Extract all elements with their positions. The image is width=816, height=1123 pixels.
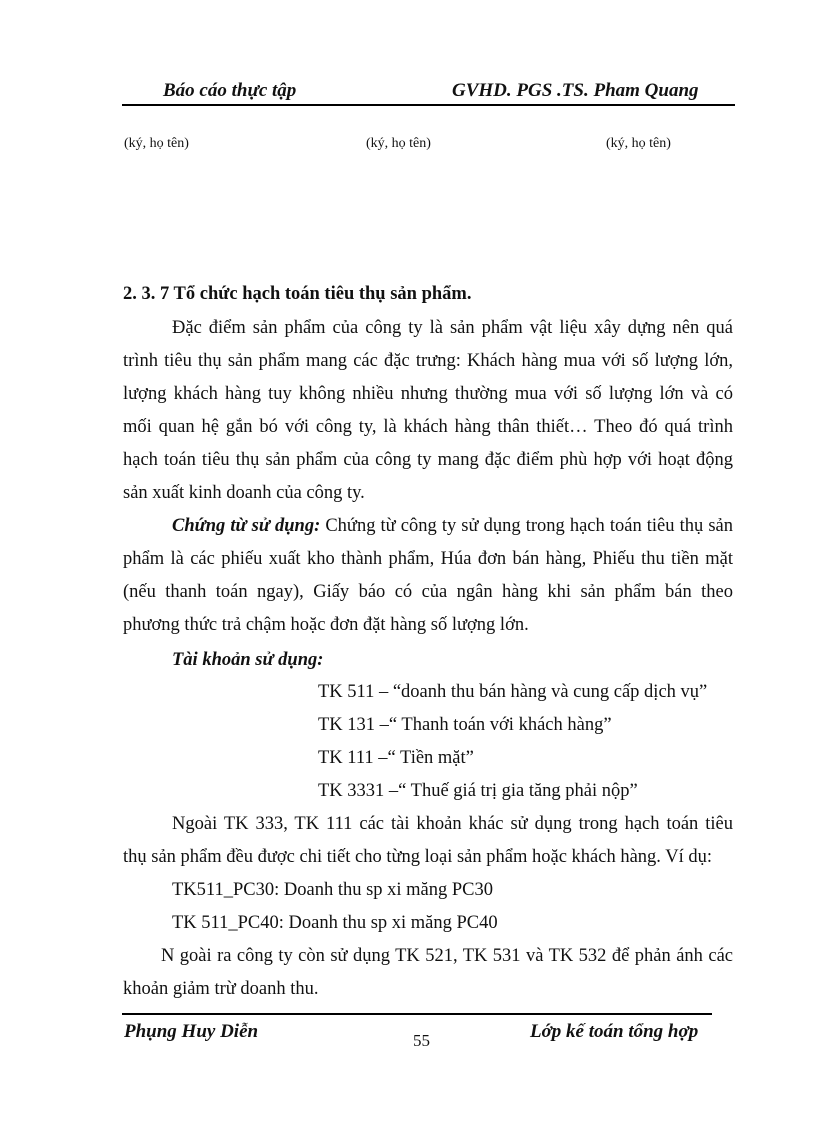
footer-left: Phụng Huy Diễn	[124, 1021, 259, 1042]
account-item: TK 111 –“ Tiền mặt”	[318, 748, 474, 768]
account-item: TK 3331 –“ Thuế giá trị gia tăng phải nộp”	[318, 781, 638, 801]
section-title: 2. 3. 7 Tổ chức hạch toán tiêu thụ sản phẩm.	[123, 284, 472, 304]
para1-line: hạch toán tiêu thụ sản phẩm của công ty mang đặc điểm phù hợp với hoạt động	[123, 450, 733, 470]
account-item: TK 131 –“ Thanh toán với khách hàng”	[318, 715, 612, 735]
para2-line: phương thức trả chậm hoặc đơn đặt hàng số lượng lớn.	[123, 615, 529, 635]
para1-line: Đặc điểm sản phẩm của công ty là sản phẩm vật liệu xây dựng nên quá	[172, 318, 733, 338]
accounts-label: Tài khoản sử dụng:	[172, 650, 324, 670]
header-left: Báo cáo thực tập	[163, 80, 297, 101]
para2-first-line	[172, 516, 733, 537]
example-item: TK 511_PC40: Doanh thu sp xi măng PC40	[172, 913, 498, 933]
footer-rule	[122, 1013, 712, 1015]
para1-line: mối quan hệ gắn bó với công ty, là khách hàng thân thiết… Theo đó quá trình	[123, 417, 733, 437]
vouchers-label: Chứng từ sử dụng:	[172, 516, 321, 536]
para2-line: phẩm là các phiếu xuất kho thành phẩm, Húa đơn bán hàng, Phiếu thu tiền mặt	[123, 549, 733, 569]
para4-line: khoản giảm trừ doanh thu.	[123, 979, 319, 999]
signature-right: (ký, họ tên)	[606, 136, 671, 151]
footer-right: Lớp kế toán tổng hợp	[530, 1021, 699, 1042]
para1-line: trình tiêu thụ sản phẩm mang các đặc trưng: Khách hàng mua với số lượng lớn,	[123, 351, 733, 371]
page-number: 55	[413, 1031, 430, 1050]
para3-line: thụ sản phẩm đều được chi tiết cho từng loại sản phẩm hoặc khách hàng. Ví dụ:	[123, 847, 712, 867]
example-item: TK511_PC30: Doanh thu sp xi măng PC30	[172, 880, 494, 900]
signature-middle: (ký, họ tên)	[366, 136, 431, 151]
header-right: GVHD. PGS .TS. Pham Quang	[452, 80, 699, 101]
header-rule	[122, 104, 735, 106]
para3-line: Ngoài TK 333, TK 111 các tài khoản khác sử dụng trong hạch toán tiêu	[172, 814, 733, 834]
para1-line: sản xuất kinh doanh của công ty.	[123, 483, 365, 503]
para2-line: (nếu thanh toán ngay), Giấy báo có của ngân hàng khi sản phẩm bán theo	[123, 582, 733, 602]
para1-line: lượng khách hàng tuy không nhiều nhưng thường mua với số lượng lớn và có	[123, 384, 733, 404]
signature-left: (ký, họ tên)	[124, 136, 189, 151]
para4-line: N goài ra công ty còn sử dụng TK 521, TK 531 và TK 532 để phản ánh các	[161, 946, 733, 966]
para2-text: Chứng từ công ty sử dụng trong hạch toán tiêu thụ sản	[320, 516, 733, 536]
account-item: TK 511 – “doanh thu bán hàng và cung cấp dịch vụ”	[318, 682, 708, 702]
